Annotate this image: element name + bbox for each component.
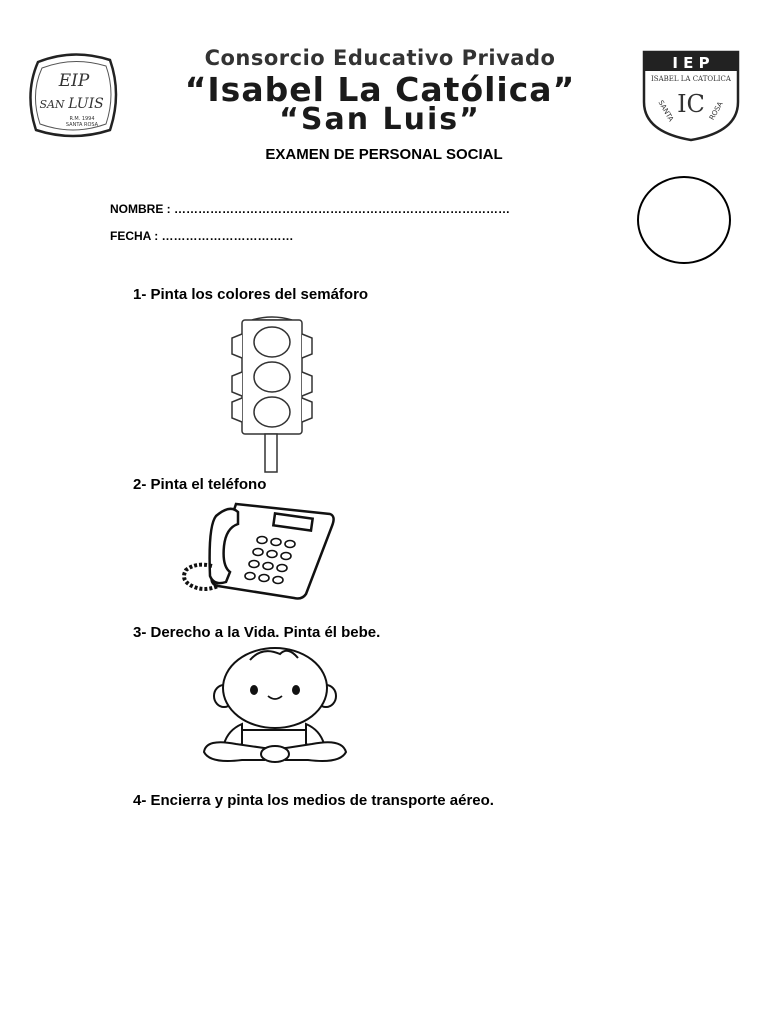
question-3: 3- Derecho a la Vida. Pinta él bebe. xyxy=(133,624,381,641)
svg-text:I E P: I E P xyxy=(672,54,710,72)
question-2: 2- Pinta el teléfono xyxy=(133,476,267,493)
exam-title: EXAMEN DE PERSONAL SOCIAL xyxy=(265,146,503,163)
svg-text:ROSA: ROSA xyxy=(707,100,725,122)
svg-text:SANTA ROSA: SANTA ROSA xyxy=(65,122,99,128)
svg-text:EIP: EIP xyxy=(58,71,90,91)
baby-icon[interactable] xyxy=(202,644,348,768)
date-field[interactable]: FECHA : …………………………… xyxy=(110,229,294,243)
svg-text:LUIS: LUIS xyxy=(68,96,104,112)
school-name: “Isabel La Católica” xyxy=(184,70,576,109)
name-field[interactable]: NOMBRE : ………………………………………………………………………… xyxy=(110,202,510,216)
svg-text:R.M. 1994: R.M. 1994 xyxy=(69,116,95,122)
school-logo-left xyxy=(24,52,122,138)
telephone-icon[interactable] xyxy=(178,496,338,604)
question-4: 4- Encierra y pinta los medios de transporte aéreo. xyxy=(133,792,494,809)
svg-text:ISABEL LA CATOLICA: ISABEL LA CATOLICA xyxy=(651,75,731,83)
grade-circle xyxy=(637,176,731,264)
consortium-title: Consorcio Educativo Privado xyxy=(204,46,556,70)
question-1: 1- Pinta los colores del semáforo xyxy=(133,286,369,303)
svg-text:SAN: SAN xyxy=(39,98,65,111)
svg-text:IC: IC xyxy=(677,90,705,118)
school-branch: “San Luis” xyxy=(279,102,481,137)
school-logo-right xyxy=(640,50,742,142)
svg-text:SANTA: SANTA xyxy=(656,98,675,124)
traffic-light-icon[interactable] xyxy=(226,314,318,474)
